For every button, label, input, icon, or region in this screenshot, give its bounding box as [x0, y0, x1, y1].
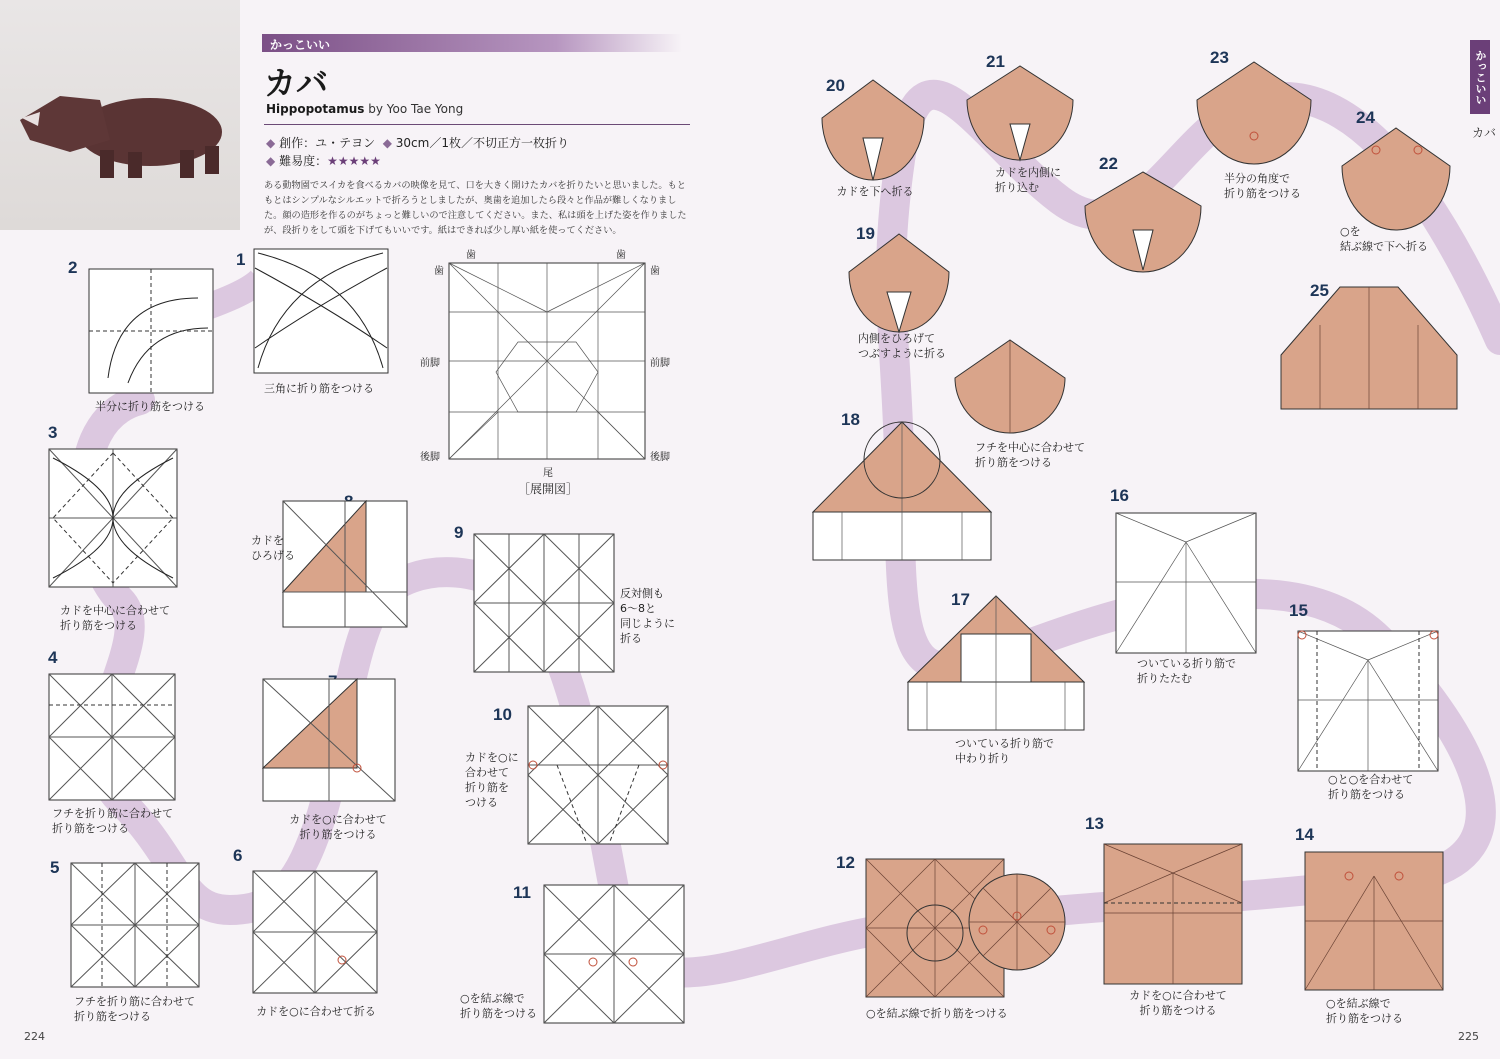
- step-number: 22: [1099, 154, 1118, 173]
- cp-label-left-back: 後脚: [420, 452, 440, 463]
- step-diagram: [1340, 126, 1452, 232]
- step-diagram: [473, 533, 615, 673]
- step-diagram: [543, 884, 685, 1024]
- step-number: 5: [50, 858, 60, 877]
- step-diagram: [1103, 843, 1243, 985]
- page-number-left: 224: [24, 1030, 45, 1043]
- step-number: 13: [1085, 814, 1104, 833]
- step-number: 23: [1210, 48, 1229, 67]
- step-caption: ○を結ぶ線で折り筋をつける: [866, 1007, 1008, 1020]
- page-title: カバ: [264, 64, 329, 102]
- step-diagram: [847, 232, 951, 342]
- step-caption: カドを○に合わせて 折り筋をつける: [289, 813, 387, 841]
- step-diagram: [1083, 170, 1203, 274]
- step-number: 25: [1310, 281, 1329, 300]
- step-caption: 三角に折り筋をつける: [264, 382, 374, 395]
- cp-label-right-back: 後脚: [650, 452, 670, 463]
- step-number: 10: [493, 705, 512, 724]
- step-diagram: [1115, 512, 1257, 654]
- step-diagram: [820, 78, 926, 188]
- step-detail-circle: [953, 338, 1067, 438]
- step-number: 2: [68, 258, 78, 277]
- step-diagram: [48, 673, 176, 801]
- cp-caption: ［展開図］: [518, 482, 579, 496]
- step-number: 9: [454, 523, 464, 542]
- step-number: 14: [1295, 825, 1314, 844]
- side-category-tag: かっこいい: [1470, 40, 1490, 114]
- step-diagram: [1280, 285, 1458, 411]
- step-caption: フチを折り筋に合わせて 折り筋をつける: [74, 995, 195, 1023]
- crease-pattern: [448, 262, 646, 464]
- step-caption: ○を結ぶ線で 折り筋をつける: [1326, 997, 1403, 1025]
- step-caption: ○を 結ぶ線で下へ折る: [1340, 225, 1428, 253]
- step-caption: ○を結ぶ線で 折り筋をつける: [460, 992, 537, 1020]
- step-diagram: [812, 420, 992, 562]
- step-caption: 半分の角度で 折り筋をつける: [1224, 172, 1301, 200]
- step-number: 11: [513, 883, 531, 902]
- step-caption: カドを内側に 折り込む: [995, 166, 1061, 194]
- side-name: カバ: [1472, 126, 1497, 140]
- step-number: 20: [826, 76, 845, 95]
- step-caption: ついている折り筋で 中わり折り: [955, 737, 1054, 765]
- category-tag: かっこいい: [262, 34, 682, 52]
- cp-label-top-right: 歯: [650, 266, 660, 277]
- header-rule: [264, 124, 690, 125]
- step-diagram: [252, 870, 378, 994]
- step-diagram: [907, 594, 1085, 732]
- step-caption: フチを中心に合わせて 折り筋をつける: [975, 441, 1085, 469]
- page-number-right: 225: [1458, 1030, 1479, 1043]
- step-diagram: [282, 500, 408, 628]
- step-caption: カドを○に合わせて 折り筋をつける: [1129, 989, 1227, 1017]
- step-number: 1: [236, 250, 246, 269]
- step-number: 16: [1110, 486, 1129, 505]
- description: ある動物園でスイカを食べるカバの映像を見て、口を大きく開けたカバを折りたいと思いました。もともとはシンプルなシルエットで折ろうとしましたが、奥歯を追加したら段々と作品が難しくなりました。顔の造形を作るのがちょっと難しいので注意してください。また、私は頭を上げた姿を作りましたが、段折りをして頭を下げてもいいです。紙はできれば少し厚い紙を使ってください。: [264, 180, 687, 236]
- subtitle: Hippopotamus by Yoo Tae Yong: [266, 102, 464, 116]
- step-caption: ついている折り筋で 折りたたむ: [1137, 657, 1236, 685]
- step-caption: ○と○を合わせて 折り筋をつける: [1328, 773, 1414, 801]
- step-number: 21: [986, 52, 1005, 71]
- cp-label-left-top: 歯: [434, 266, 444, 277]
- step-number: 24: [1356, 108, 1375, 127]
- hippo-photo-image: [0, 0, 240, 230]
- cp-label-bottom: 尾: [543, 468, 553, 479]
- step-number: 3: [48, 423, 58, 442]
- step-diagram: [1195, 60, 1313, 166]
- step-diagram: [88, 268, 214, 394]
- step-caption: カドを○に合わせて折る: [256, 1005, 376, 1018]
- step-caption: カドを○に 合わせて 折り筋を つける: [465, 751, 519, 809]
- step-caption: 内側をひろげて つぶすように折る: [858, 332, 946, 360]
- step-caption: カドを ひろげる: [251, 534, 295, 562]
- step-diagram: [1297, 630, 1439, 772]
- cp-label-top-left: 歯: [466, 250, 476, 261]
- step-number: 4: [48, 648, 58, 667]
- hippo-photo: [0, 0, 240, 230]
- step-caption: フチを折り筋に合わせて 折り筋をつける: [52, 807, 173, 835]
- step-diagram: [262, 678, 396, 802]
- step-diagram: [965, 64, 1075, 164]
- step-diagram: [253, 248, 389, 374]
- meta-line-2: ◆ 難易度：★★★★★: [266, 154, 381, 168]
- step-caption: 反対側も 6～8と 同じように 折る: [620, 587, 675, 645]
- meta-line-1: ◆ 創作：ユ・テヨン ◆ 30cm／1枚／不切正方一枚折り: [266, 136, 569, 150]
- step-number: 19: [856, 224, 875, 243]
- step-number: 6: [233, 846, 243, 865]
- step-number: 17: [951, 590, 970, 609]
- step-number: 15: [1289, 601, 1308, 620]
- cp-label-top-mid: 歯: [616, 250, 626, 261]
- cp-label-right-front: 前脚: [650, 358, 670, 369]
- step-caption: カドを下へ折る: [836, 185, 914, 198]
- step-diagram: [1304, 851, 1444, 991]
- cp-label-left-front: 前脚: [420, 358, 440, 369]
- step-diagram: [48, 448, 178, 588]
- step-diagram: [70, 862, 200, 988]
- step-caption: 半分に折り筋をつける: [95, 400, 205, 413]
- step-caption: カドを中心に合わせて 折り筋をつける: [60, 604, 170, 632]
- step-diagram: [527, 705, 669, 845]
- crease-pattern-diagram: [448, 262, 646, 460]
- step-number: 12: [836, 853, 855, 872]
- step-detail-circle: [967, 872, 1067, 972]
- step-number: 18: [841, 410, 860, 429]
